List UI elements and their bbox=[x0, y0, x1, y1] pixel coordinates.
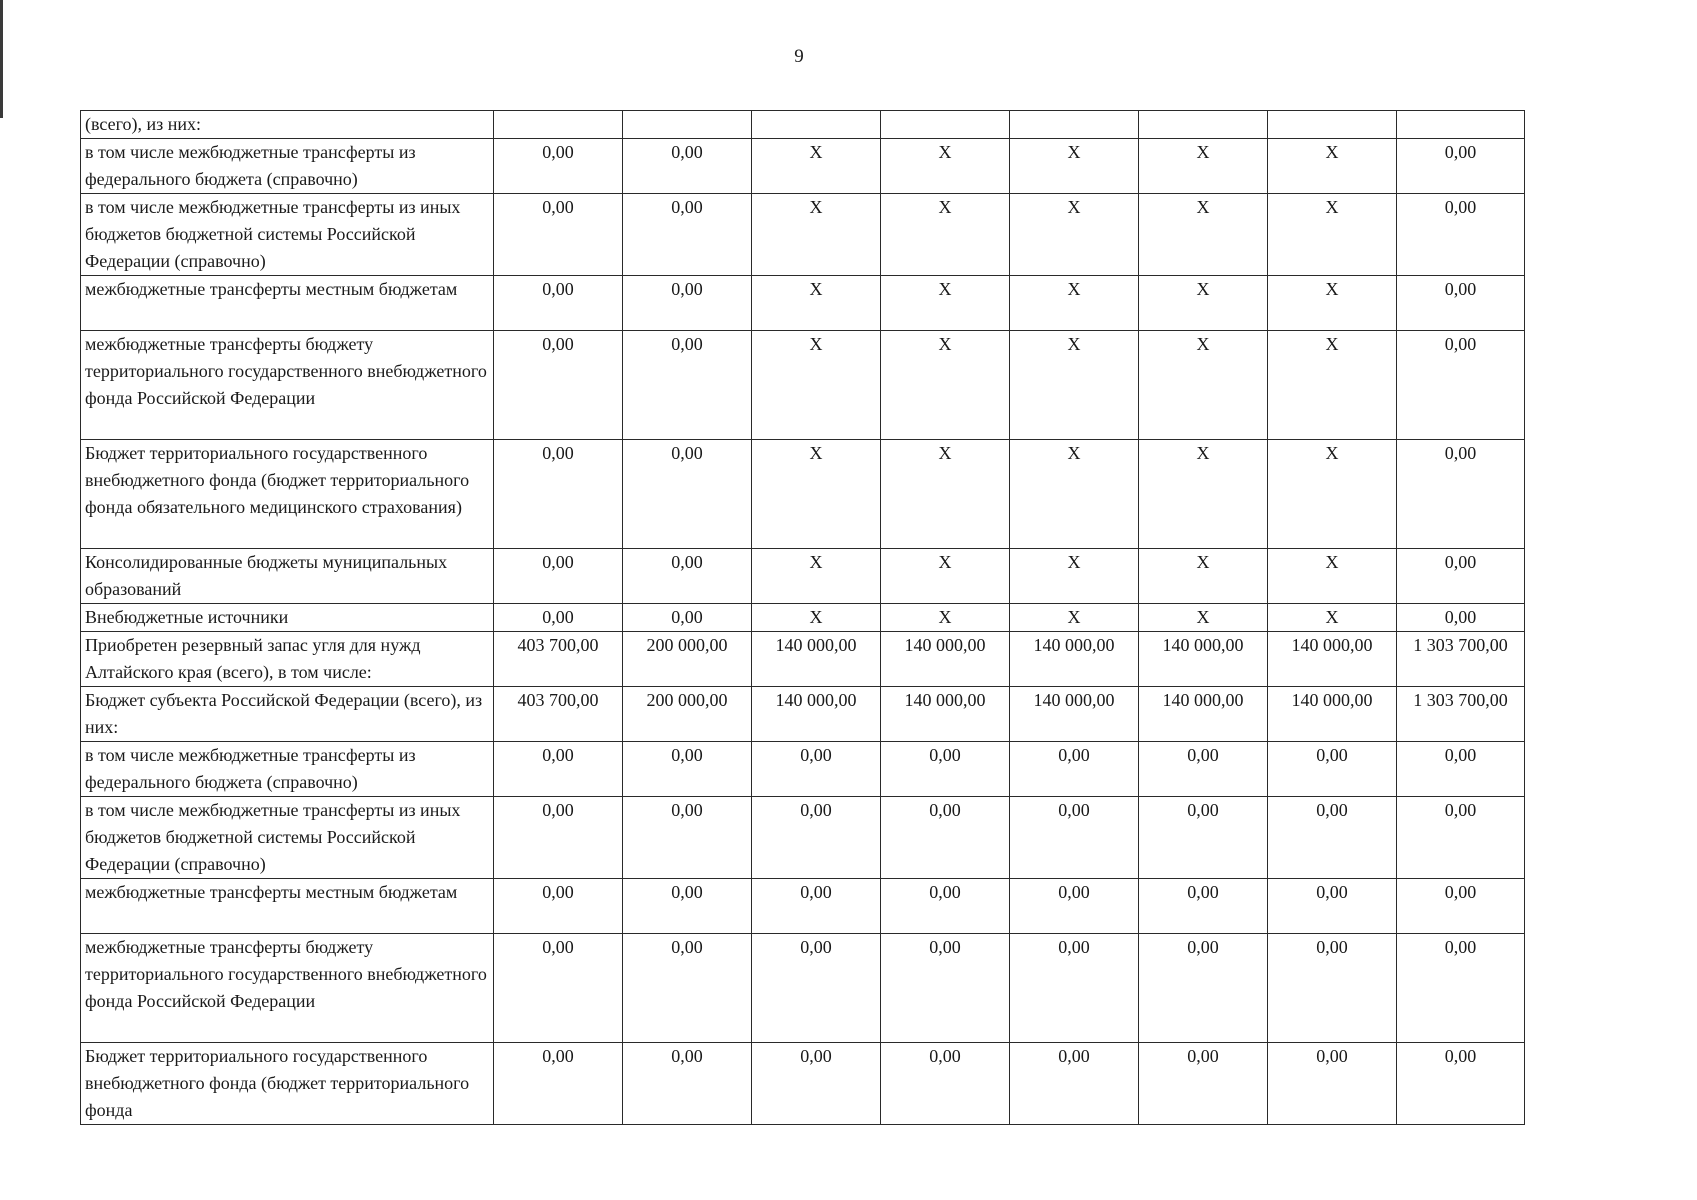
table-row bbox=[81, 111, 1525, 139]
value-cell: 140 000,00 bbox=[1268, 687, 1397, 742]
value-cell: X bbox=[1268, 549, 1397, 604]
value-cell: X bbox=[1010, 276, 1139, 331]
value-cell: 0,00 bbox=[752, 742, 881, 797]
value-cell: 0,00 bbox=[881, 1043, 1010, 1125]
value-cell: 0,00 bbox=[1397, 879, 1525, 934]
value-cell: 0,00 bbox=[494, 797, 623, 879]
row-label: в том числе межбюджетные трансферты из иных бюджетов бюджетной системы Российской Федерации (справочно) bbox=[81, 797, 494, 879]
value-cell: X bbox=[881, 139, 1010, 194]
value-cell: 0,00 bbox=[752, 879, 881, 934]
row-label: в том числе межбюджетные трансферты из иных бюджетов бюджетной системы Российской Федерации (справочно) bbox=[81, 194, 494, 276]
value-cell: 0,00 bbox=[1010, 742, 1139, 797]
value-cell: 0,00 bbox=[1397, 1043, 1525, 1125]
table-row bbox=[81, 139, 1525, 194]
value-cell: X bbox=[1268, 331, 1397, 440]
table-row bbox=[81, 632, 1525, 687]
value-cell: 0,00 bbox=[623, 331, 752, 440]
value-cell: 140 000,00 bbox=[881, 687, 1010, 742]
value-cell: X bbox=[881, 276, 1010, 331]
value-cell: X bbox=[881, 440, 1010, 549]
value-cell: 0,00 bbox=[623, 549, 752, 604]
value-cell: X bbox=[1139, 331, 1268, 440]
row-label: (всего), из них: bbox=[81, 111, 494, 139]
value-cell: 0,00 bbox=[881, 879, 1010, 934]
value-cell: X bbox=[1139, 549, 1268, 604]
value-cell: 0,00 bbox=[623, 276, 752, 331]
value-cell: X bbox=[1139, 276, 1268, 331]
value-cell: 0,00 bbox=[752, 797, 881, 879]
value-cell bbox=[1139, 111, 1268, 139]
value-cell: X bbox=[752, 139, 881, 194]
value-cell: 140 000,00 bbox=[752, 687, 881, 742]
value-cell: 140 000,00 bbox=[881, 632, 1010, 687]
value-cell: 0,00 bbox=[1268, 879, 1397, 934]
value-cell: 1 303 700,00 bbox=[1397, 687, 1525, 742]
value-cell: 140 000,00 bbox=[1139, 687, 1268, 742]
value-cell: 0,00 bbox=[1397, 934, 1525, 1043]
value-cell bbox=[1397, 111, 1525, 139]
value-cell: 0,00 bbox=[494, 331, 623, 440]
value-cell: 0,00 bbox=[494, 440, 623, 549]
table-row bbox=[81, 1043, 1525, 1125]
value-cell: X bbox=[1010, 139, 1139, 194]
value-cell: 200 000,00 bbox=[623, 632, 752, 687]
value-cell: X bbox=[1010, 604, 1139, 632]
value-cell: X bbox=[752, 440, 881, 549]
row-label: межбюджетные трансферты бюджету территориального государственного внебюджетного фонда Российской Федерации bbox=[81, 331, 494, 440]
value-cell: 200 000,00 bbox=[623, 687, 752, 742]
value-cell: X bbox=[881, 549, 1010, 604]
value-cell: 0,00 bbox=[623, 879, 752, 934]
value-cell: 0,00 bbox=[494, 549, 623, 604]
value-cell: 0,00 bbox=[881, 934, 1010, 1043]
value-cell bbox=[623, 111, 752, 139]
page-number: 9 bbox=[794, 46, 804, 67]
value-cell: X bbox=[1268, 276, 1397, 331]
value-cell: X bbox=[1010, 440, 1139, 549]
value-cell: X bbox=[881, 604, 1010, 632]
value-cell: 0,00 bbox=[1010, 1043, 1139, 1125]
row-label: Бюджет территориального государственного внебюджетного фонда (бюджет территориального фонда bbox=[81, 1043, 494, 1125]
value-cell: 0,00 bbox=[1397, 549, 1525, 604]
value-cell: 0,00 bbox=[623, 797, 752, 879]
value-cell: X bbox=[1010, 331, 1139, 440]
value-cell: 0,00 bbox=[1268, 797, 1397, 879]
value-cell bbox=[752, 111, 881, 139]
value-cell: X bbox=[752, 604, 881, 632]
table-row bbox=[81, 879, 1525, 934]
row-label: в том числе межбюджетные трансферты из федерального бюджета (справочно) bbox=[81, 139, 494, 194]
value-cell: 0,00 bbox=[1397, 742, 1525, 797]
value-cell: X bbox=[1139, 139, 1268, 194]
value-cell: X bbox=[1139, 604, 1268, 632]
value-cell: 0,00 bbox=[1397, 440, 1525, 549]
value-cell: 0,00 bbox=[623, 194, 752, 276]
value-cell: 0,00 bbox=[494, 742, 623, 797]
value-cell: 0,00 bbox=[494, 879, 623, 934]
value-cell: 0,00 bbox=[623, 604, 752, 632]
value-cell: 0,00 bbox=[494, 604, 623, 632]
value-cell: 0,00 bbox=[752, 1043, 881, 1125]
value-cell: X bbox=[752, 276, 881, 331]
value-cell: X bbox=[752, 549, 881, 604]
row-label: Бюджет субъекта Российской Федерации (всего), из них: bbox=[81, 687, 494, 742]
value-cell: 0,00 bbox=[494, 276, 623, 331]
table-row bbox=[81, 797, 1525, 879]
value-cell: 0,00 bbox=[1139, 742, 1268, 797]
value-cell: 0,00 bbox=[494, 934, 623, 1043]
value-cell: 0,00 bbox=[1397, 331, 1525, 440]
value-cell: X bbox=[1268, 440, 1397, 549]
table-row bbox=[81, 742, 1525, 797]
value-cell: 140 000,00 bbox=[1139, 632, 1268, 687]
value-cell: 0,00 bbox=[752, 934, 881, 1043]
value-cell: 0,00 bbox=[1397, 276, 1525, 331]
value-cell: 0,00 bbox=[623, 742, 752, 797]
value-cell: X bbox=[752, 331, 881, 440]
table-row bbox=[81, 604, 1525, 632]
value-cell: 0,00 bbox=[1010, 879, 1139, 934]
value-cell bbox=[1268, 111, 1397, 139]
value-cell: 140 000,00 bbox=[1010, 687, 1139, 742]
value-cell: 0,00 bbox=[1268, 934, 1397, 1043]
row-label: межбюджетные трансферты местным бюджетам bbox=[81, 879, 494, 934]
table-row bbox=[81, 331, 1525, 440]
value-cell: X bbox=[1139, 440, 1268, 549]
value-cell: 0,00 bbox=[1397, 604, 1525, 632]
value-cell: 0,00 bbox=[623, 440, 752, 549]
value-cell: X bbox=[1010, 194, 1139, 276]
table-row bbox=[81, 549, 1525, 604]
value-cell: 0,00 bbox=[881, 797, 1010, 879]
row-label: межбюджетные трансферты бюджету территориального государственного внебюджетного фонда Российской Федерации bbox=[81, 934, 494, 1043]
value-cell: 0,00 bbox=[1010, 934, 1139, 1043]
value-cell bbox=[494, 111, 623, 139]
value-cell: 0,00 bbox=[1268, 1043, 1397, 1125]
row-label: межбюджетные трансферты местным бюджетам bbox=[81, 276, 494, 331]
value-cell: 140 000,00 bbox=[752, 632, 881, 687]
value-cell: 0,00 bbox=[1139, 1043, 1268, 1125]
table-row bbox=[81, 440, 1525, 549]
value-cell: 0,00 bbox=[494, 1043, 623, 1125]
value-cell: X bbox=[1139, 194, 1268, 276]
value-cell: 0,00 bbox=[1397, 797, 1525, 879]
value-cell: X bbox=[881, 331, 1010, 440]
value-cell: 0,00 bbox=[623, 1043, 752, 1125]
value-cell: X bbox=[1010, 549, 1139, 604]
value-cell: 0,00 bbox=[494, 194, 623, 276]
row-label: Консолидированные бюджеты муниципальных образований bbox=[81, 549, 494, 604]
value-cell: 403 700,00 bbox=[494, 687, 623, 742]
value-cell: 0,00 bbox=[1139, 879, 1268, 934]
value-cell: X bbox=[1268, 139, 1397, 194]
value-cell: 0,00 bbox=[494, 139, 623, 194]
value-cell: 140 000,00 bbox=[1268, 632, 1397, 687]
value-cell: X bbox=[1268, 604, 1397, 632]
value-cell: X bbox=[881, 194, 1010, 276]
row-label: Бюджет территориального государственного внебюджетного фонда (бюджет территориального фонда обязательного медицинского страхования) bbox=[81, 440, 494, 549]
table-row bbox=[81, 194, 1525, 276]
table-row bbox=[81, 276, 1525, 331]
value-cell: 0,00 bbox=[1139, 934, 1268, 1043]
value-cell: 0,00 bbox=[623, 934, 752, 1043]
table-row bbox=[81, 934, 1525, 1043]
budget-table-body bbox=[81, 111, 1525, 1125]
budget-table bbox=[80, 110, 1525, 1125]
value-cell: 140 000,00 bbox=[1010, 632, 1139, 687]
row-label: Приобретен резервный запас угля для нужд Алтайского края (всего), в том числе: bbox=[81, 632, 494, 687]
row-label: Внебюджетные источники bbox=[81, 604, 494, 632]
value-cell: 1 303 700,00 bbox=[1397, 632, 1525, 687]
value-cell: 0,00 bbox=[1010, 797, 1139, 879]
value-cell: 0,00 bbox=[1397, 139, 1525, 194]
value-cell: X bbox=[1268, 194, 1397, 276]
value-cell: 0,00 bbox=[623, 139, 752, 194]
value-cell bbox=[881, 111, 1010, 139]
table-row bbox=[81, 687, 1525, 742]
value-cell: 403 700,00 bbox=[494, 632, 623, 687]
value-cell bbox=[1010, 111, 1139, 139]
row-label: в том числе межбюджетные трансферты из федерального бюджета (справочно) bbox=[81, 742, 494, 797]
value-cell: 0,00 bbox=[881, 742, 1010, 797]
value-cell: 0,00 bbox=[1397, 194, 1525, 276]
value-cell: X bbox=[752, 194, 881, 276]
value-cell: 0,00 bbox=[1139, 797, 1268, 879]
value-cell: 0,00 bbox=[1268, 742, 1397, 797]
